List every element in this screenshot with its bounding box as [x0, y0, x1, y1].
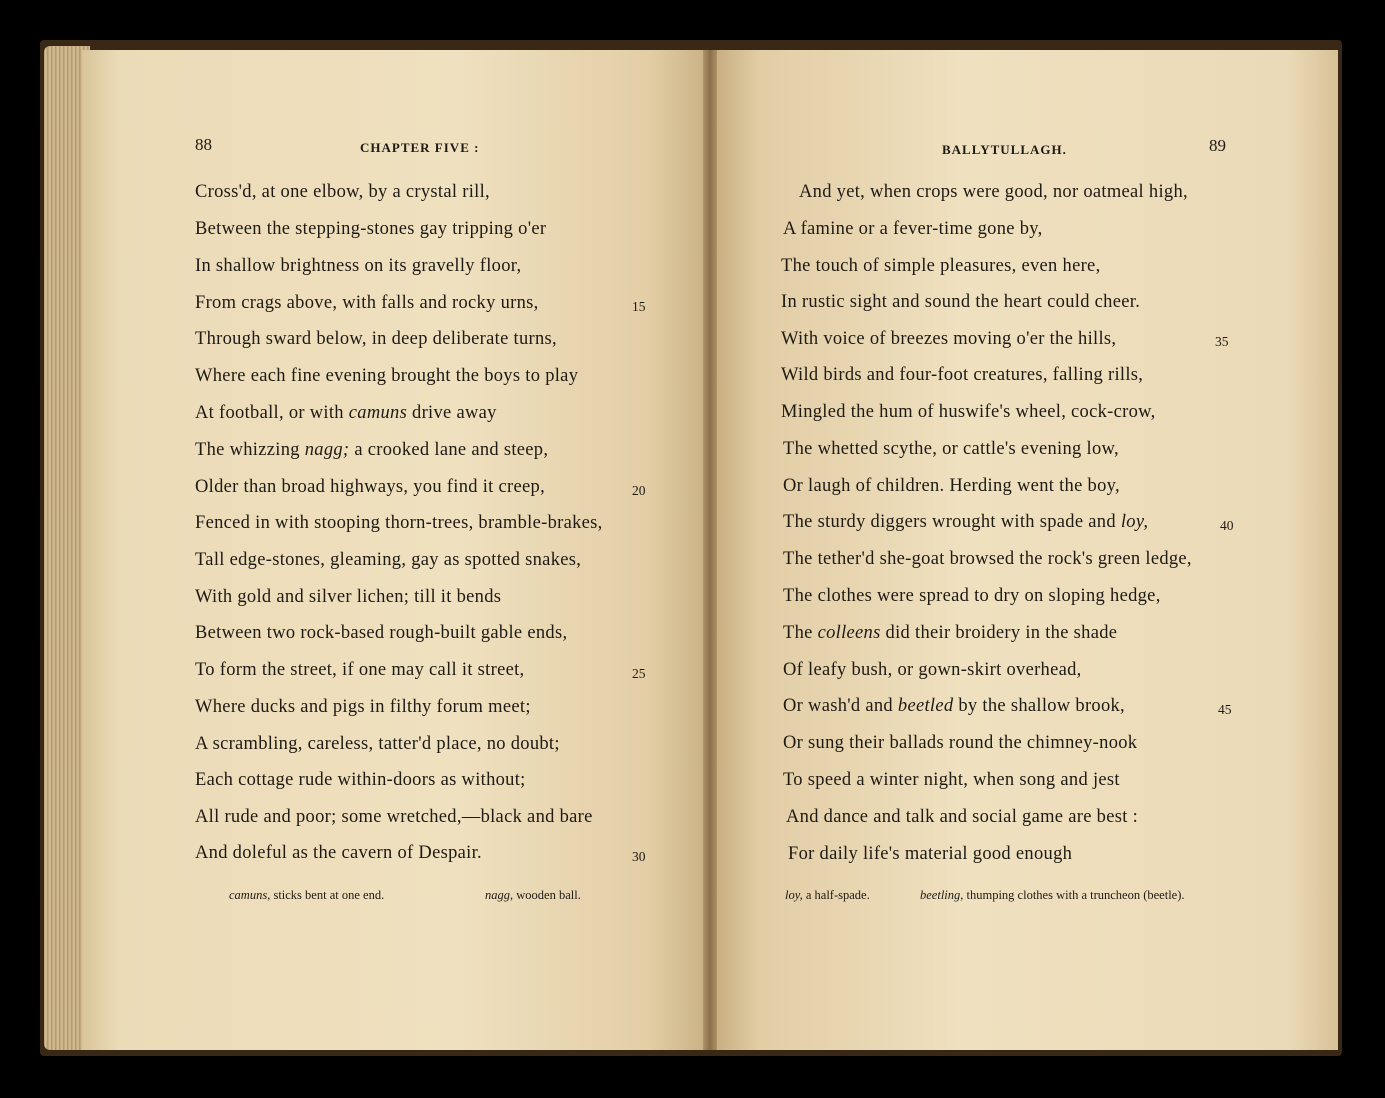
footnote-gloss: sticks bent at one end. [273, 888, 385, 902]
verse-line: And dance and talk and social game are best : [786, 807, 1139, 827]
verse-line: A famine or a fever-time gone by, [783, 219, 1043, 239]
footnote-gloss: thumping clothes with a truncheon (beetle). [966, 888, 1185, 902]
verse-line: And doleful as the cavern of Despair. [195, 843, 482, 863]
left-page [82, 50, 710, 1050]
verse-line: The touch of simple pleasures, even here, [781, 256, 1101, 276]
verse-line: Where ducks and pigs in filthy forum meet; [195, 697, 531, 717]
footnote-gloss: wooden ball. [516, 888, 581, 902]
verse-line: Between the stepping-stones gay tripping o'er [195, 219, 547, 239]
verse-line: Tall edge-stones, gleaming, gay as spotted snakes, [195, 550, 582, 570]
verse-line: And yet, when crops were good, nor oatmeal high, [799, 182, 1188, 202]
verse-line: Fenced in with stooping thorn-trees, bramble-brakes, [195, 513, 603, 533]
verse-line: Between two rock-based rough-built gable ends, [195, 623, 568, 643]
line-number: 30 [632, 849, 646, 864]
verse-line: All rude and poor; some wretched,—black and bare [195, 807, 593, 827]
verse-line: With gold and silver lichen; till it bends [195, 587, 502, 607]
verse-line: Where each fine evening brought the boys to play [195, 366, 579, 386]
verse-line: Mingled the hum of huswife's wheel, cock-crow, [781, 402, 1156, 422]
verse-line: For daily life's material good enough [788, 844, 1073, 864]
verse-line: Older than broad highways, you find it creep, [195, 477, 546, 497]
verse-line: Or laugh of children. Herding went the boy, [783, 476, 1120, 496]
verse-line: A scrambling, careless, tatter'd place, no doubt; [195, 734, 560, 754]
verse-line: Wild birds and four-foot creatures, falling rills, [781, 365, 1144, 385]
verse-line: Cross'd, at one elbow, by a crystal rill, [195, 182, 490, 202]
footnote-term: beetling, [920, 888, 964, 902]
verse-line: With voice of breezes moving o'er the hills, [781, 329, 1117, 349]
line-number: 35 [1215, 334, 1229, 349]
footnote [785, 888, 870, 903]
verse-line: In shallow brightness on its gravelly floor, [195, 256, 522, 276]
footnote-term: camuns, [229, 888, 271, 902]
verse-line: The colleens did their broidery in the shade [783, 623, 1118, 643]
line-number: 45 [1218, 702, 1232, 717]
verse-line: Or wash'd and beetled by the shallow brook, [783, 696, 1125, 716]
verse-line: The tether'd she-goat browsed the rock's green ledge, [783, 549, 1192, 569]
verse-line: The clothes were spread to dry on sloping hedge, [783, 586, 1161, 606]
verse-line: The whizzing nagg; a crooked lane and steep, [195, 440, 549, 460]
verse-line: Each cottage rude within-doors as without; [195, 770, 526, 790]
right-running-head: BALLYTULLAGH. [942, 142, 1067, 157]
footnote-term: nagg, [485, 888, 514, 902]
verse-line: In rustic sight and sound the heart could cheer. [781, 292, 1141, 312]
verse-line: At football, or with camuns drive away [195, 403, 497, 423]
right-page [710, 50, 1338, 1050]
verse-line: Through sward below, in deep deliberate turns, [195, 329, 557, 349]
footnote [485, 888, 581, 903]
line-number: 25 [632, 666, 646, 681]
verse-line: The sturdy diggers wrought with spade and loy, [783, 512, 1149, 532]
verse-line: Or sung their ballads round the chimney-nook [783, 733, 1138, 753]
left-running-head: CHAPTER FIVE : [360, 140, 480, 155]
footnote-term: loy, [785, 888, 803, 902]
right-page-number: 89 [1209, 136, 1226, 155]
line-number: 15 [632, 299, 646, 314]
footnote [229, 888, 384, 903]
line-number: 40 [1220, 518, 1234, 533]
line-number: 20 [632, 483, 646, 498]
left-page-number: 88 [195, 135, 212, 154]
verse-line: From crags above, with falls and rocky urns, [195, 293, 539, 313]
footnote-gloss: a half-spade. [805, 888, 870, 902]
verse-line: Of leafy bush, or gown-skirt overhead, [783, 660, 1082, 680]
book-gutter [703, 50, 717, 1050]
footnote [920, 888, 1185, 903]
verse-line: To form the street, if one may call it street, [195, 660, 525, 680]
verse-line: To speed a winter night, when song and jest [783, 770, 1120, 790]
verse-line: The whetted scythe, or cattle's evening low, [783, 439, 1119, 459]
